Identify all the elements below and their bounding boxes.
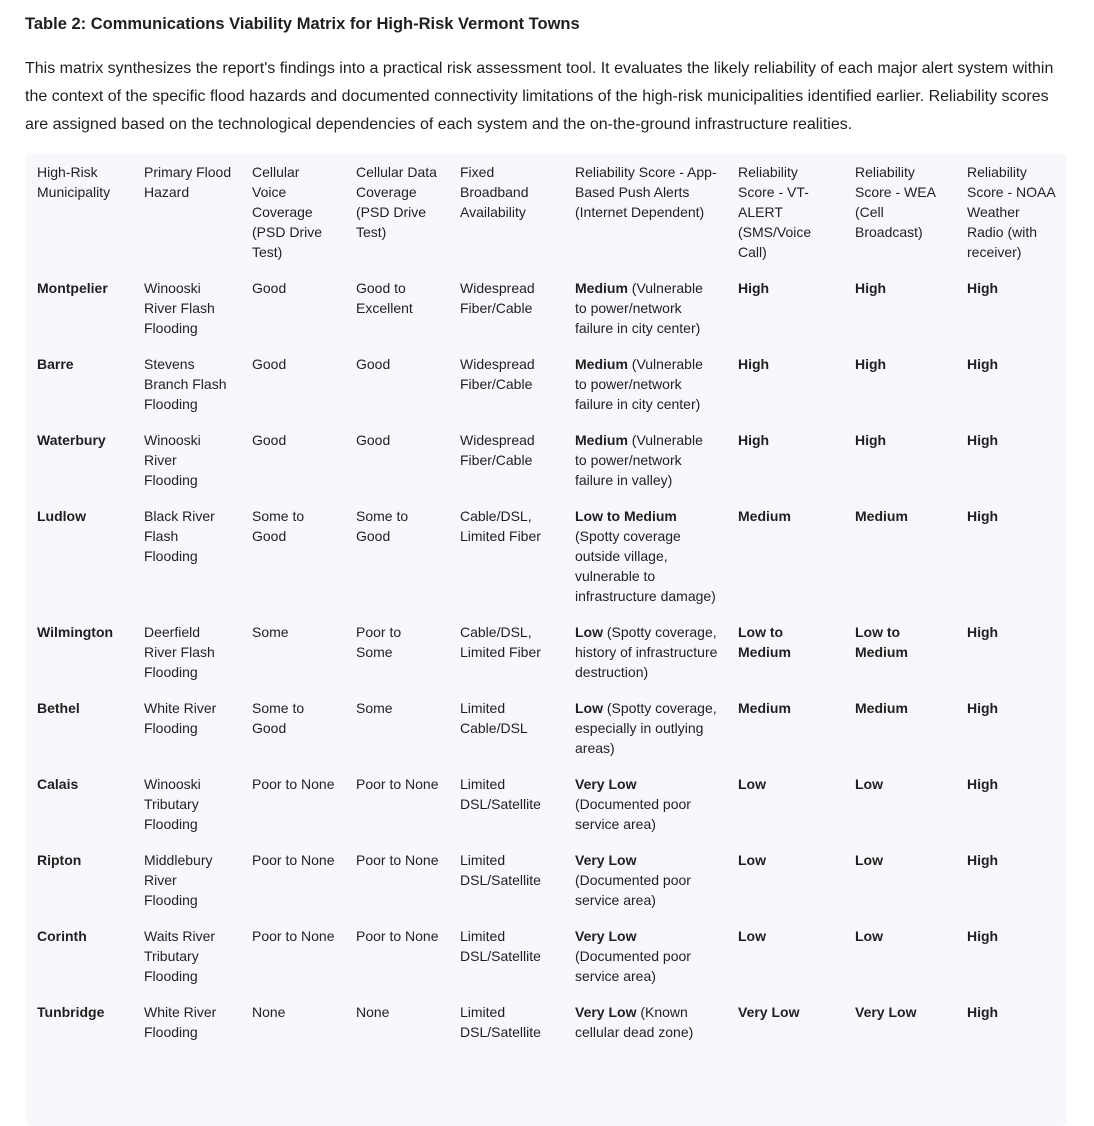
cell-flood-hazard: White River Flooding [144,700,217,736]
cell-app-alert-score [563,430,726,506]
cell-wea-score: Low [855,776,883,792]
app-alert-note: (Documented poor service area) [575,872,691,908]
cell-voice-coverage: Poor to None [252,776,335,792]
col-header-app-alerts: Reliability Score - App-Based Push Alerts (Internet Dependent) [575,164,717,220]
app-alert-note: (Documented poor service area) [575,796,691,832]
col-header-noaa: Reliability Score - NOAA Weather Radio (with receiver) [967,164,1055,260]
app-alert-note: (Known cellular dead zone) [575,1004,694,1040]
app-alert-level: Very Low [575,852,637,868]
cell-municipality: Ripton [37,852,82,868]
cell-app-alert-score [563,506,726,622]
cell-vt-alert-score: Very Low [738,1004,800,1020]
cell-flood-hazard: Winooski River Flooding [144,432,201,488]
cell-flood-hazard: Stevens Branch Flash Flooding [144,356,227,412]
app-alert-level: Medium [575,432,628,448]
cell-flood-hazard: White River Flooding [144,1004,217,1040]
col-header-wea: Reliability Score - WEA (Cell Broadcast) [855,164,936,240]
cell-municipality: Tunbridge [37,1004,105,1020]
cell-wea-score: Low [855,928,883,944]
app-alert-note: (Documented poor service area) [575,948,691,984]
cell-data-coverage: Poor to None [356,852,439,868]
cell-municipality: Corinth [37,928,87,944]
cell-noaa-score: High [967,624,999,640]
col-header-municipality: High-Risk Municipality [37,164,111,200]
communications-viability-matrix [25,154,1067,1058]
cell-vt-alert-score: High [738,432,770,448]
cell-app-alert-score [563,1002,726,1058]
cell-municipality: Montpelier [37,280,108,296]
cell-vt-alert-score: Medium [738,700,791,716]
cell-voice-coverage: Poor to None [252,928,335,944]
cell-data-coverage: Some [356,700,393,716]
table-row [25,430,1067,506]
cell-broadband: Limited DSL/Satellite [460,776,541,812]
cell-flood-hazard: Winooski Tributary Flooding [144,776,201,832]
cell-flood-hazard: Black River Flash Flooding [144,508,215,564]
cell-app-alert-score [563,622,726,698]
table-row [25,278,1067,354]
cell-app-alert-score [563,926,726,1002]
app-alert-note: (Vulnerable to power/network failure in city center) [575,356,703,412]
cell-data-coverage: Good to Excellent [356,280,413,316]
cell-voice-coverage: None [252,1004,286,1020]
cell-app-alert-score [563,698,726,774]
cell-wea-score: Low [855,852,883,868]
app-alert-note: (Spotty coverage, history of infrastructure destruction) [575,624,718,680]
table-row [25,622,1067,698]
cell-vt-alert-score: Low [738,776,766,792]
cell-vt-alert-score: High [738,356,770,372]
cell-municipality: Barre [37,356,74,372]
col-header-cell-data: Cellular Data Coverage (PSD Drive Test) [356,164,437,240]
cell-municipality: Calais [37,776,79,792]
cell-noaa-score: High [967,776,999,792]
cell-wea-score: High [855,280,887,296]
cell-noaa-score: High [967,280,999,296]
app-alert-level: Low [575,700,603,716]
cell-noaa-score: High [967,852,999,868]
cell-wea-score: Medium [855,508,908,524]
cell-voice-coverage: Some to Good [252,700,305,736]
cell-data-coverage: Good [356,356,391,372]
cell-municipality: Ludlow [37,508,86,524]
cell-flood-hazard: Deerfield River Flash Flooding [144,624,215,680]
cell-municipality: Waterbury [37,432,106,448]
app-alert-level: Medium [575,356,628,372]
app-alert-note: (Vulnerable to power/network failure in city center) [575,280,703,336]
cell-broadband: Limited DSL/Satellite [460,852,541,888]
table-row [25,354,1067,430]
header-row [25,154,1067,278]
cell-wea-score: Very Low [855,1004,917,1020]
cell-wea-score: Low to Medium [855,624,908,660]
table-row [25,850,1067,926]
table-row [25,1002,1067,1058]
col-header-broadband: Fixed Broadband Availability [460,164,529,220]
cell-app-alert-score [563,278,726,354]
cell-broadband: Widespread Fiber/Cable [460,280,535,316]
cell-vt-alert-score: Low [738,852,766,868]
cell-data-coverage: Some to Good [356,508,409,544]
app-alert-level: Very Low [575,1004,637,1020]
cell-municipality: Bethel [37,700,80,716]
table-row [25,698,1067,774]
cell-voice-coverage: Poor to None [252,852,335,868]
cell-flood-hazard: Middlebury River Flooding [144,852,213,908]
cell-app-alert-score [563,850,726,926]
cell-data-coverage: Poor to Some [356,624,402,660]
app-alert-note: (Spotty coverage, especially in outlying areas) [575,700,717,756]
cell-voice-coverage: Good [252,356,287,372]
cell-noaa-score: High [967,700,999,716]
cell-flood-hazard: Winooski River Flash Flooding [144,280,215,336]
cell-broadband: Limited Cable/DSL [460,700,528,736]
matrix-table-container [25,154,1067,1126]
cell-vt-alert-score: Low [738,928,766,944]
col-header-cell-voice: Cellular Voice Coverage (PSD Drive Test) [252,164,323,260]
cell-broadband: Cable/DSL, Limited Fiber [460,508,541,544]
col-header-flood-hazard: Primary Flood Hazard [144,164,232,200]
table-row [25,506,1067,622]
cell-app-alert-score [563,354,726,430]
app-alert-level: Very Low [575,776,637,792]
cell-municipality: Wilmington [37,624,114,640]
cell-noaa-score: High [967,508,999,524]
cell-data-coverage: None [356,1004,390,1020]
cell-wea-score: High [855,356,887,372]
cell-vt-alert-score: Low to Medium [738,624,791,660]
cell-broadband: Limited DSL/Satellite [460,928,541,964]
cell-vt-alert-score: Medium [738,508,791,524]
cell-wea-score: Medium [855,700,908,716]
cell-data-coverage: Poor to None [356,776,439,792]
app-alert-level: Low [575,624,603,640]
cell-voice-coverage: Good [252,280,287,296]
cell-broadband: Limited DSL/Satellite [460,1004,541,1040]
table-row [25,774,1067,850]
cell-data-coverage: Good [356,432,391,448]
cell-data-coverage: Poor to None [356,928,439,944]
cell-wea-score: High [855,432,887,448]
cell-voice-coverage: Some to Good [252,508,305,544]
table-title: Table 2: Communications Viability Matrix for High-Risk Vermont Towns [25,15,580,33]
cell-broadband: Widespread Fiber/Cable [460,356,535,392]
cell-flood-hazard: Waits River Tributary Flooding [144,928,216,984]
cell-broadband: Cable/DSL, Limited Fiber [460,624,541,660]
cell-app-alert-score [563,774,726,850]
app-alert-level: Medium [575,280,628,296]
cell-noaa-score: High [967,356,999,372]
cell-noaa-score: High [967,928,999,944]
cell-voice-coverage: Some [252,624,289,640]
app-alert-level: Low to Medium [575,508,677,524]
cell-voice-coverage: Good [252,432,287,448]
table-row [25,926,1067,1002]
cell-noaa-score: High [967,432,999,448]
app-alert-note: (Vulnerable to power/network failure in valley) [575,432,703,488]
cell-noaa-score: High [967,1004,999,1020]
app-alert-level: Very Low [575,928,637,944]
cell-broadband: Widespread Fiber/Cable [460,432,535,468]
col-header-vt-alert: Reliability Score - VT-ALERT (SMS/Voice Call) [738,164,812,260]
cell-vt-alert-score: High [738,280,770,296]
intro-paragraph: This matrix synthesizes the report's findings into a practical risk assessment tool. It evaluates the likely reliability of each major alert system within the context of the specific flood hazards and documented connectivity limitations of the high-risk municipalities identified earlier. Reliability scores are assigned based on the technological dependencies of each system and the on-the-ground infrastructure realities. [25,60,1054,133]
app-alert-note: (Spotty coverage outside village, vulnerable to infrastructure damage) [575,528,716,604]
